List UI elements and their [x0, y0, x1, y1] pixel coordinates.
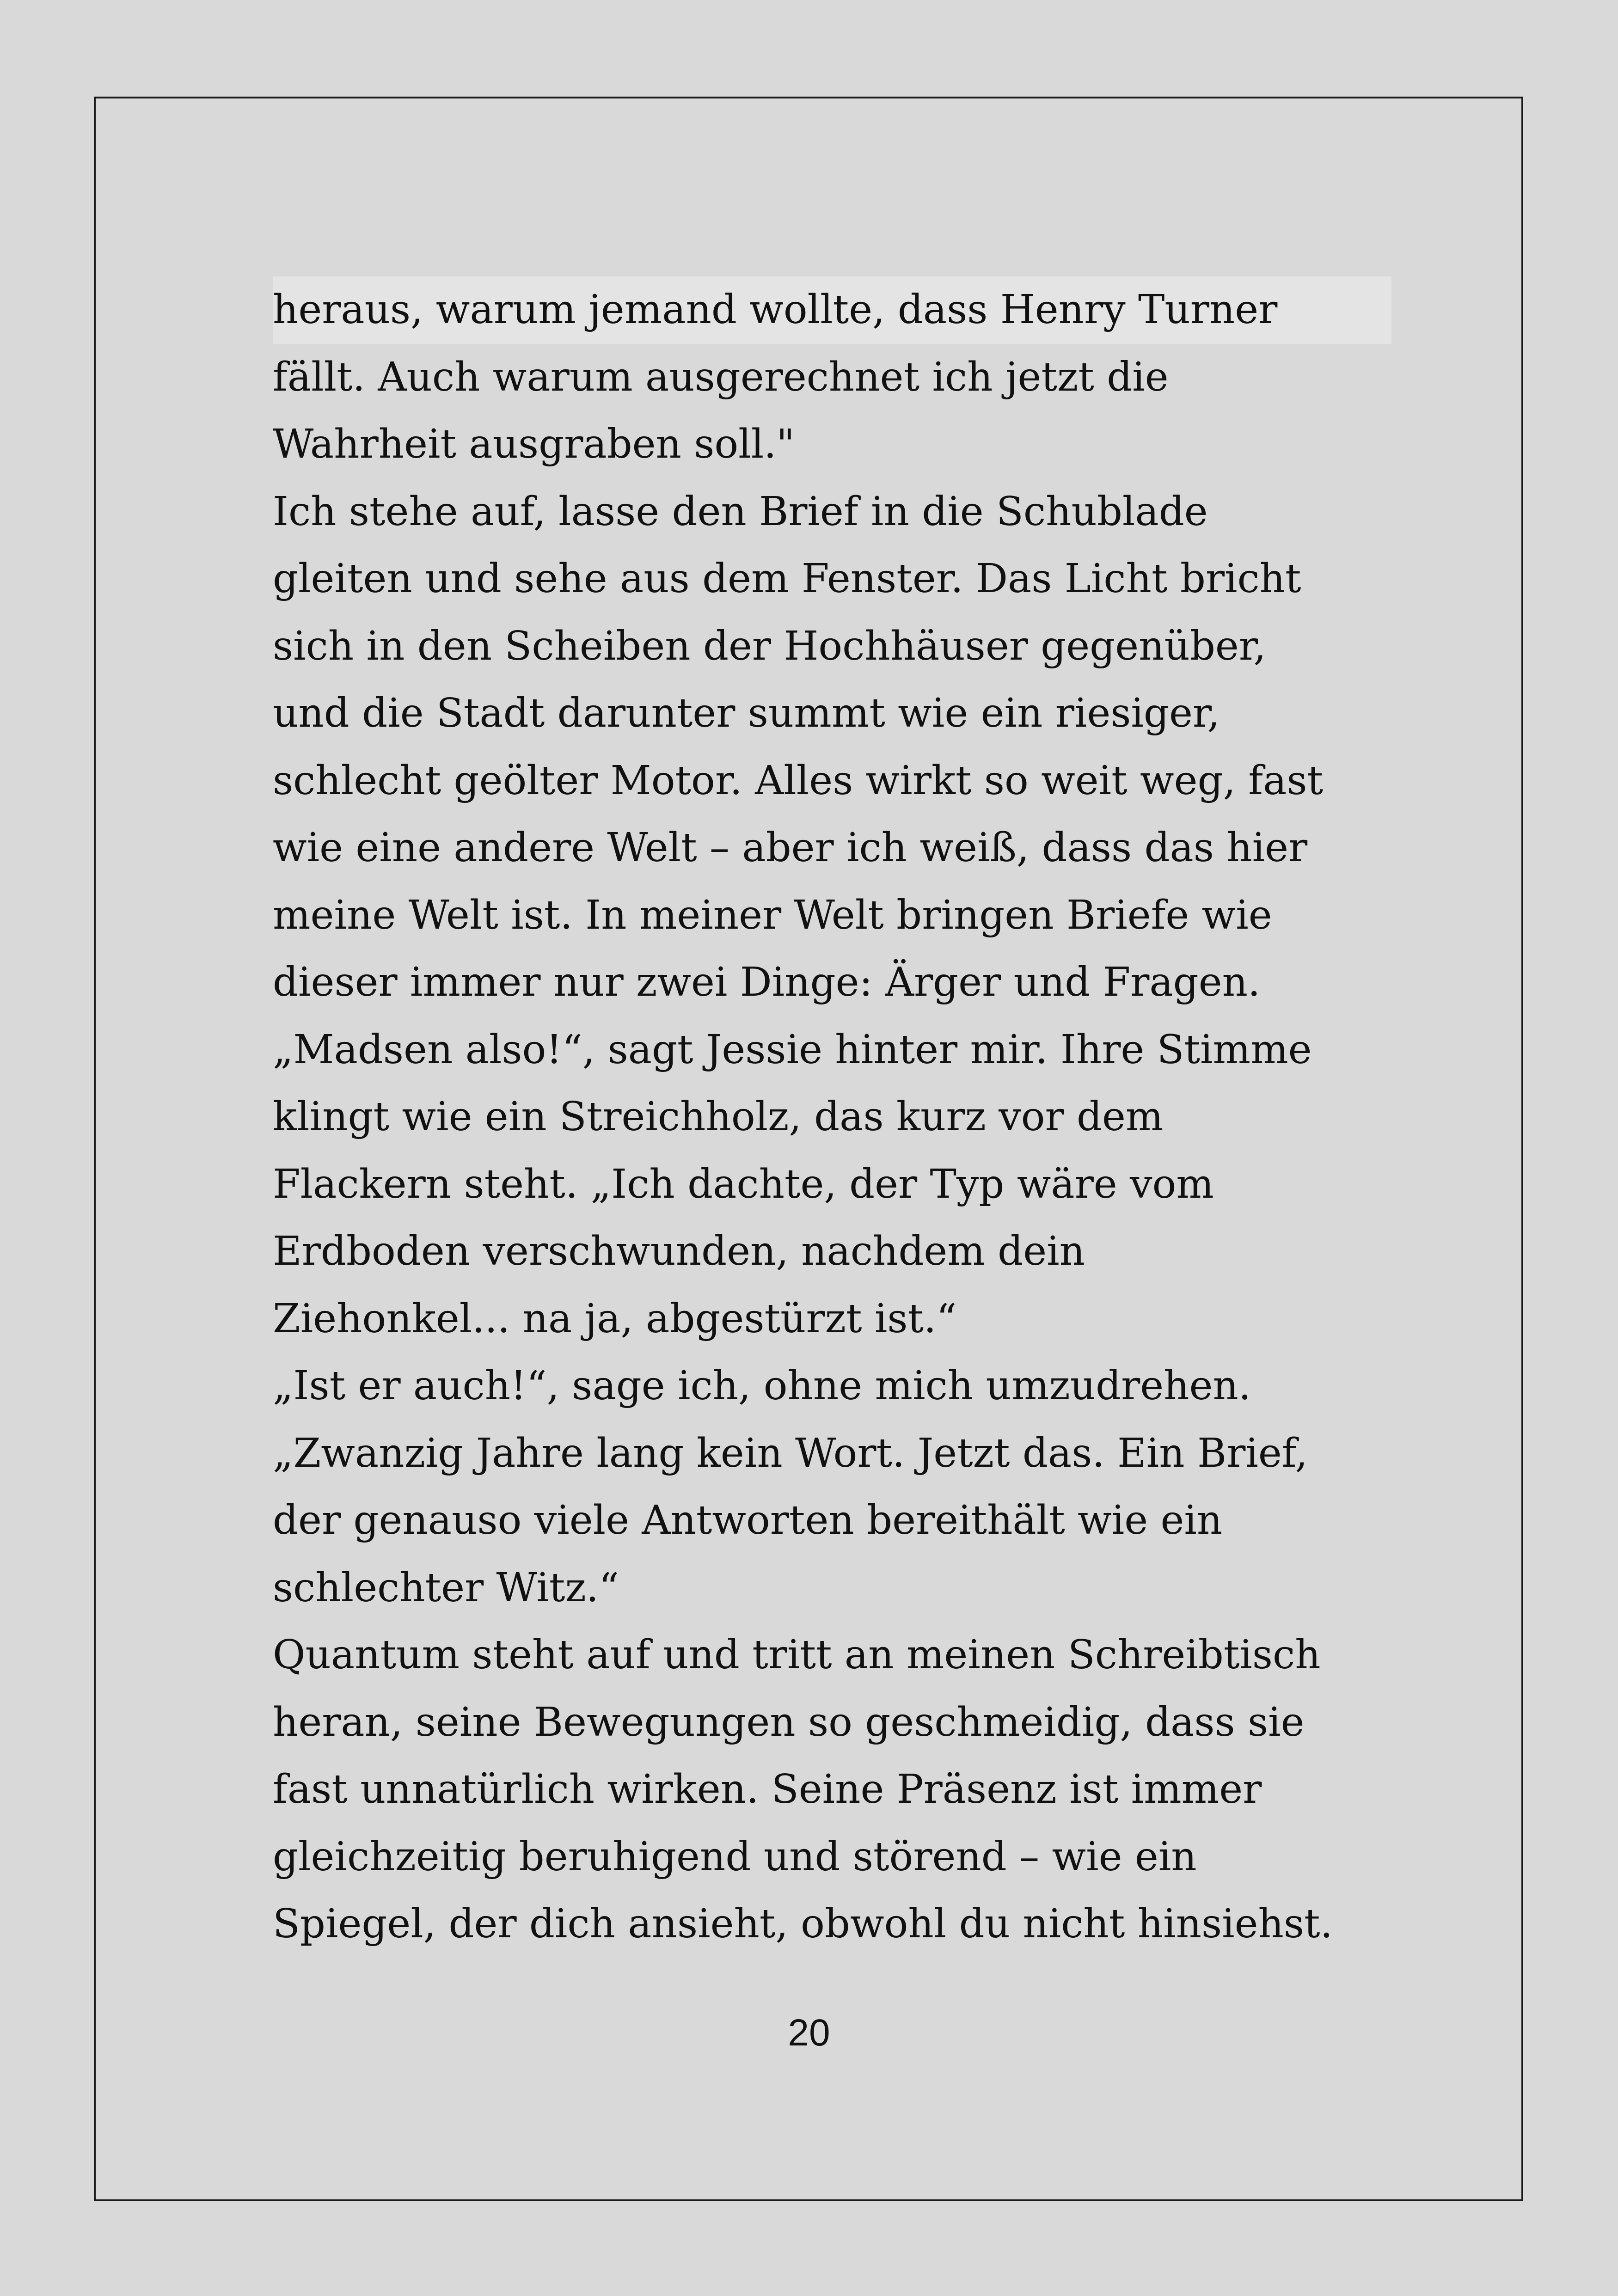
text-line: schlechter Witz.“ — [273, 1564, 619, 1611]
text-line: „Ist er auch!“, sage ich, ohne mich umzudrehen. — [273, 1363, 1251, 1409]
text-line: und die Stadt darunter summt wie ein riesiger, — [273, 690, 1220, 736]
text-line: wie eine andere Welt – aber ich weiß, dass das hier — [273, 825, 1308, 871]
text-line: Flackern steht. „Ich dachte, der Typ wäre vom — [273, 1161, 1214, 1207]
text-line: Erdboden verschwunden, nachdem dein — [273, 1228, 1085, 1274]
text-line: fast unnatürlich wirken. Seine Präsenz ist immer — [273, 1766, 1262, 1812]
text-line: dieser immer nur zwei Dinge: Ärger und Fragen. — [273, 959, 1261, 1005]
text-line: sich in den Scheiben der Hochhäuser gegenüber, — [273, 623, 1266, 669]
text-line: meine Welt ist. In meiner Welt bringen Briefe wie — [273, 892, 1272, 938]
text-line: schlecht geölter Motor. Alles wirkt so weit weg, fast — [273, 757, 1324, 804]
text-line: Quantum steht auf und tritt an meinen Schreibtisch — [273, 1632, 1321, 1678]
text-line: gleiten und sehe aus dem Fenster. Das Licht bricht — [273, 556, 1301, 602]
text-line: Spiegel, der dich ansieht, obwohl du nicht hinsiehst. — [273, 1901, 1333, 1947]
text-line: Ziehonkel... na ja, abgestürzt ist.“ — [273, 1295, 957, 1342]
text-line: „Zwanzig Jahre lang kein Wort. Jetzt das. Ein Brief, — [273, 1430, 1308, 1476]
text-line: Ich stehe auf, lasse den Brief in die Schublade — [273, 488, 1208, 535]
text-line: heraus, warum jemand wollte, dass Henry Turner — [273, 276, 1391, 344]
body-text — [273, 276, 1391, 1958]
text-line: klingt wie ein Streichholz, das kurz vor dem — [273, 1094, 1164, 1140]
page-number: 20 — [788, 2012, 830, 2054]
text-line: heran, seine Bewegungen so geschmeidig, dass sie — [273, 1699, 1305, 1745]
text-line: gleichzeitig beruhigend und störend – wie ein — [273, 1833, 1197, 1880]
text-line: der genauso viele Antworten bereithält wie ein — [273, 1497, 1223, 1543]
text-line: „Madsen also!“, sagt Jessie hinter mir. Ihre Stimme — [273, 1026, 1312, 1073]
text-line: Wahrheit ausgraben soll." — [273, 421, 795, 467]
text-line: fällt. Auch warum ausgerechnet ich jetzt die — [273, 354, 1169, 400]
